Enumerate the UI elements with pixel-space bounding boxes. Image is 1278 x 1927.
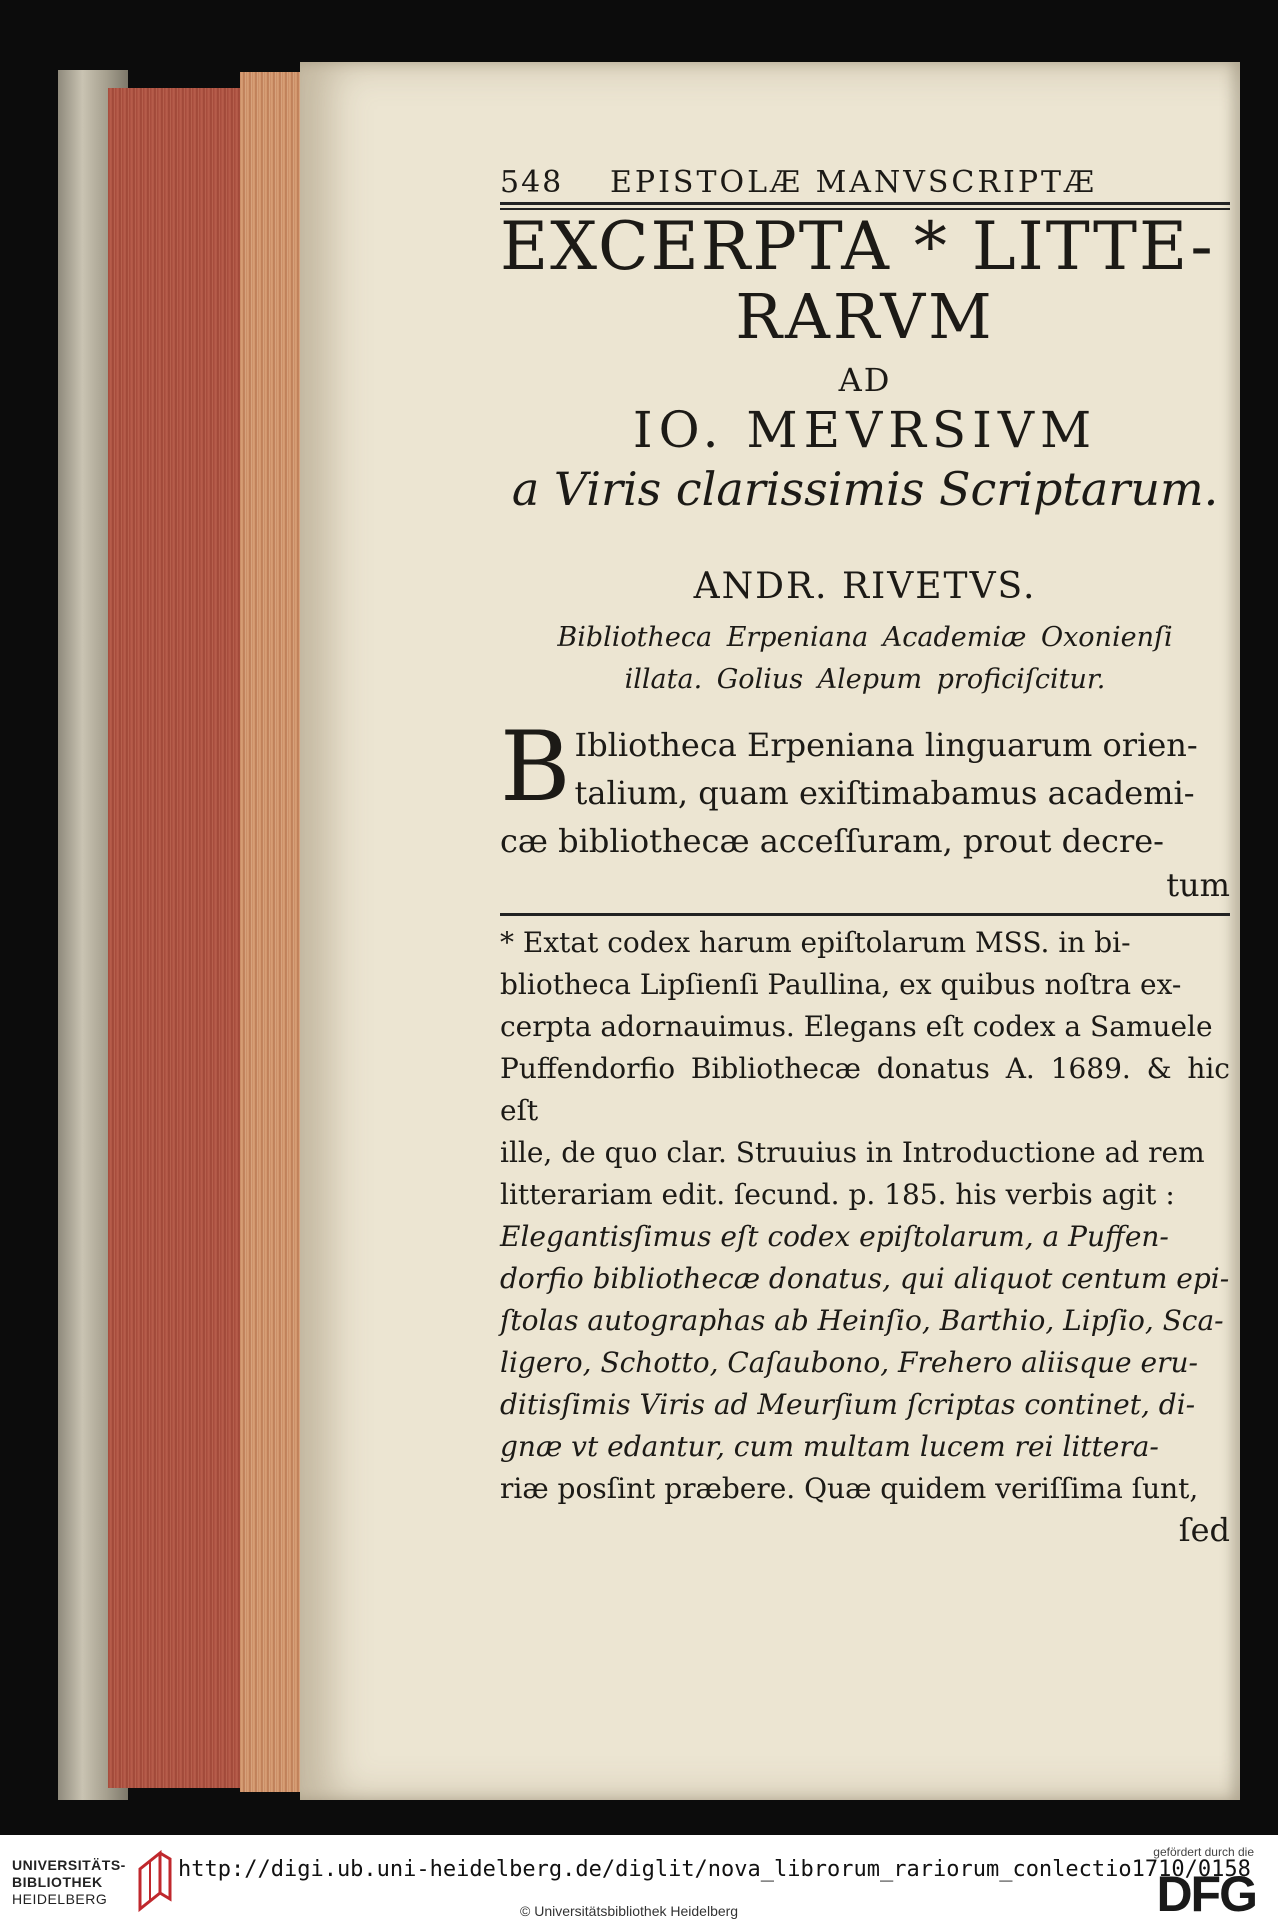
library-name-line: BIBLIOTHEK <box>12 1874 103 1890</box>
running-head <box>500 165 1230 205</box>
footnote-line: Puffendorfio Bibliothecæ donatus A. 1689. & hic eſt <box>500 1052 1230 1127</box>
letter-author: ANDR. RIVETVS. <box>693 566 1037 607</box>
footnote-line: gnæ vt edantur, cum multam lucem rei littera- <box>500 1430 1159 1463</box>
letter-body <box>500 711 1230 905</box>
catchword: tum <box>1166 866 1230 904</box>
running-head-title: EPISTOLÆ MANVSCRIPTÆ <box>610 165 1098 200</box>
page-number: 548 <box>500 165 564 200</box>
library-emblem-icon <box>130 1849 174 1913</box>
permalink-url[interactable]: http://digi.ub.uni-heidelberg.de/diglit/nova_librorum_rariorum_conlectio1710/0158 <box>178 1857 1251 1882</box>
body-line: Ibliotheca Erpeniana linguarum orien- <box>574 726 1198 764</box>
footnote-line: ille, de quo clar. Struuius in Introductione ad rem <box>500 1136 1205 1169</box>
dfg-logo: DFG <box>1156 1866 1256 1922</box>
footnote-line: ditisſimis Viris ad Meurſium ſcriptas continet, di- <box>500 1388 1196 1421</box>
page-text-block <box>500 165 1230 1550</box>
footnote-line: litterariam edit. ſecund. p. 185. his verbis agit : <box>500 1178 1175 1211</box>
title-line-2: RARVM <box>735 280 995 353</box>
footnote-line: cerpta adornauimus. Elegans eſt codex a Samuele <box>500 1010 1213 1043</box>
letter-summary <box>500 617 1230 701</box>
footnote-line: ſtolas autographas ab Heinſio, Barthio, Lipſio, Sca- <box>500 1304 1224 1337</box>
viewer-footer <box>0 1835 1278 1927</box>
footnote-line: * Extat codex harum epiſtolarum MSS. in bi- <box>500 926 1131 959</box>
footnote-line: Elegantisſimus eſt codex epiſtolarum, a Puffen- <box>500 1220 1169 1253</box>
footnote-catchword: ſed <box>1178 1511 1230 1549</box>
sponsor-label: gefördert durch die <box>1153 1845 1254 1859</box>
title-line-1: EXCERPTA * LITTE- <box>500 208 1215 285</box>
title-name: IO. MEVRSIVM <box>632 401 1098 459</box>
footnote-rule <box>500 913 1230 916</box>
title-ad: AD <box>838 361 892 399</box>
page-edges <box>240 72 304 1792</box>
summary-line: illata. Golius Alepum proficiſcitur. <box>624 664 1106 695</box>
body-line: cæ bibliothecæ acceſſuram, prout decre- <box>500 822 1164 860</box>
library-name-line: UNIVERSITÄTS- <box>12 1857 126 1873</box>
drop-cap: B <box>500 711 571 823</box>
footnote-line: riæ posſint præbere. Quæ quidem veriſſima ſunt, <box>500 1472 1199 1505</box>
copyright-notice: © Universitätsbibliothek Heidelberg <box>520 1903 739 1919</box>
body-line: talium, quam exiſtimabamus academi- <box>574 774 1195 812</box>
library-name-line: HEIDELBERG <box>12 1891 108 1907</box>
page-edges-red <box>108 88 258 1788</box>
footnote <box>500 922 1230 1550</box>
footnote-line: bliotheca Lipſienſi Paullina, ex quibus noſtra ex- <box>500 968 1182 1001</box>
summary-line: Bibliotheca Erpeniana Academiæ Oxonienſi <box>557 622 1173 653</box>
footnote-line: dorfio bibliothecæ donatus, qui aliquot centum epi- <box>500 1262 1230 1295</box>
title-subtitle: a Viris clarissimis Scriptarum. <box>511 462 1219 516</box>
footnote-line: ligero, Schotto, Caſaubono, Frehero aliisque eru- <box>500 1346 1198 1379</box>
